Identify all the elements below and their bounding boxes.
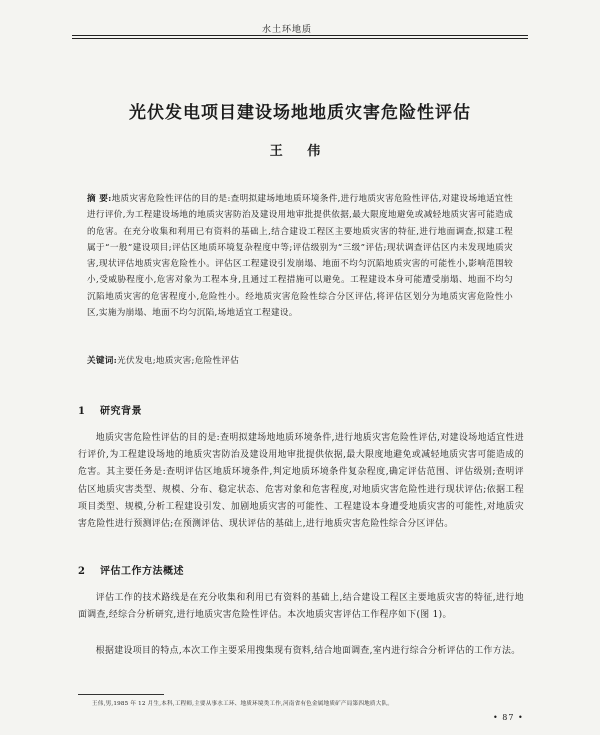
section-title: 研究背景	[100, 406, 142, 417]
running-header: 水土环地质	[262, 25, 313, 35]
keywords-text: 光伏发电;地质灾害;危险性评估	[117, 356, 240, 366]
paper-title: 光伏发电项目建设场地地质灾害危险性评估	[129, 103, 471, 123]
keywords-label: 关键词:	[87, 356, 118, 366]
abstract	[87, 191, 513, 321]
section-number: 2	[78, 566, 86, 577]
page-number: • 87 •	[493, 713, 524, 722]
section-2-paragraph-1: 评估工作的技术路线是在充分收集和利用已有资料的基础上,结合建设工程区主要地质灾害的特征,进行地面调查,经综合分析研究,进行地质灾害危险性评估。本次地质灾害评估工作程序如下(图 1)。	[78, 593, 524, 621]
abstract-label: 摘 要:	[87, 194, 112, 204]
section-1-paragraph: 地质灾害危险性评估的目的是:查明拟建场地地质环境条件,进行地质灾害危险性评估,对建设场地适宜性进行评价,为工程建设场地的地质灾害防治及建设用地审批提供依据,最大限度地避免或减轻地质灾害可能造成的危害。其主要任务是:查明评估区地质环境条件,判定地质环境条件复杂程度,确定评估范围、评估级别;查明评估区地质灾害类型、规模、分布、稳定状态、危害对象和危害程度,对地质灾害危险性进行现状评估;依据工程项目类型、规模,分析工程建设引发、加剧地质灾害的可能性、工程建设本身遭受地质灾害的可能性,对地质灾害危险性进行预测评估;在预测评估、现状评估的基础上,进行地质灾害危险性综合分区评估。	[78, 433, 524, 530]
section-heading-2	[78, 562, 184, 577]
author-footnote: 王伟,男,1985 年 12 月生,本科,工程师,主要从事水工环、地质环境类工作,河南省有色金属地质矿产局第四地质大队。	[92, 701, 394, 707]
section-title: 评估工作方法概述	[100, 566, 184, 577]
section-number: 1	[78, 406, 86, 417]
section-2-paragraph-2: 根据建设项目的特点,本次工作主要采用搜集现有资料,结合地面调查,室内进行综合分析评估的工作方法。	[95, 646, 521, 656]
author-name: 王 伟	[269, 144, 331, 159]
footnote-rule	[78, 694, 164, 695]
abstract-text: 地质灾害危险性评估的目的是:查明拟建场地地质环境条件,进行地质灾害危险性评估,对建设场地适宜性进行评价,为工程建设场地的地质灾害防治及建设用地审批提供依据,最大限度地避免或减轻地质灾害可能造成的危害。在充分收集和利用已有资料的基础上,结合建设工程区主要地质灾害的特征,进行地面调查,拟建工程属于“一般”建设项目;评估区地质环境复杂程度中等;评估级别为“三级”评估;现状调查评估区内未发现地质灾害,现状评估地质灾害危险性小。评估区工程建设引发崩塌、地面不均匀沉陷地质灾害的可能性小,影响范围较小,受威胁程度小,危害对象为工程本身,且通过工程措施可以避免。工程建设本身可能遭受崩塌、地面不均匀沉陷地质灾害的危害程度小,危险性小。经地质灾害危险性综合分区评估,将评估区划分为地质灾害危险性小区,实施为崩塌、地面不均匀沉陷,场地适宜工程建设。	[87, 194, 513, 319]
header-rule-thin	[72, 38, 528, 39]
header-rule	[72, 35, 528, 36]
section-heading-1	[78, 402, 142, 417]
keywords	[87, 354, 513, 366]
